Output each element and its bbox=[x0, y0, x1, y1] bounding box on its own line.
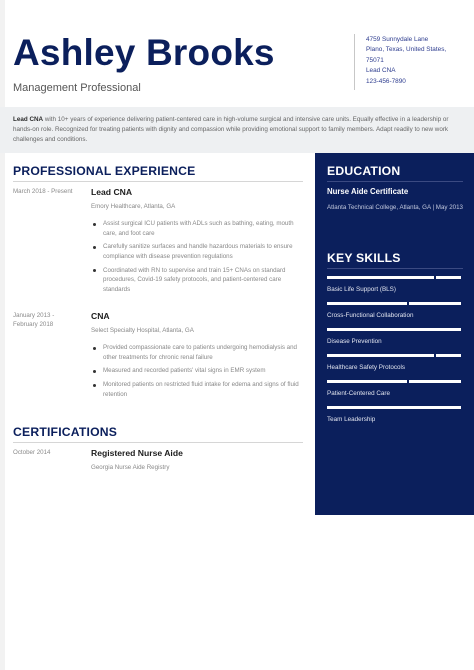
skill-meter-track bbox=[409, 380, 461, 383]
skill-meter bbox=[327, 328, 461, 331]
skills-heading: KEY SKILLS bbox=[327, 251, 401, 265]
skill-label: Basic Life Support (BLS) bbox=[327, 286, 396, 293]
contact-block bbox=[366, 35, 446, 87]
skill-label: Team Leadership bbox=[327, 416, 376, 423]
page-left-edge bbox=[0, 0, 5, 670]
list-item: Assist surgical ICU patients with ADLs such as bathing, eating, mouth care, and foot care bbox=[91, 219, 301, 238]
skill-meter-track bbox=[436, 276, 461, 279]
skill-meter bbox=[327, 380, 461, 383]
header-divider bbox=[354, 34, 355, 90]
skill-item bbox=[327, 406, 461, 423]
education-degree: Nurse Aide Certificate bbox=[327, 187, 409, 196]
list-item: Provided compassionate care to patients undergoing hemodialysis and other treatments for chronic renal failure bbox=[91, 343, 301, 362]
skill-meter-fill bbox=[327, 354, 434, 357]
list-item: Coordinated with RN to supervise and train 15+ CNAs on standard procedures, Covid-19 safety protocols, and patient-centered care standards bbox=[91, 266, 301, 295]
job-2-bullets bbox=[91, 343, 301, 404]
skill-meter-fill bbox=[327, 380, 407, 383]
list-item: Monitored patients on restricted fluid intake for edema and signs of fluid retention bbox=[91, 380, 301, 399]
skill-meter-track bbox=[409, 302, 461, 305]
job-1-bullets bbox=[91, 219, 301, 299]
skill-meter-fill bbox=[327, 406, 461, 409]
summary-lead: Lead CNA bbox=[13, 116, 44, 123]
experience-rule bbox=[13, 181, 303, 182]
job-2-org: Select Specialty Hospital, Atlanta, GA bbox=[91, 327, 194, 334]
cert-1-name: Registered Nurse Aide bbox=[91, 448, 183, 458]
certifications-rule bbox=[13, 442, 303, 443]
skill-item bbox=[327, 302, 461, 319]
skill-meter bbox=[327, 406, 461, 409]
skill-meter bbox=[327, 302, 461, 305]
skill-meter bbox=[327, 276, 461, 279]
address-line-2: Plano, Texas, United States, bbox=[366, 46, 447, 54]
contact-role: Lead CNA bbox=[366, 67, 396, 75]
skill-item bbox=[327, 328, 461, 345]
skill-meter-fill bbox=[327, 302, 407, 305]
skill-label: Disease Prevention bbox=[327, 338, 382, 345]
certifications-heading: CERTIFICATIONS bbox=[13, 425, 118, 439]
summary-panel bbox=[0, 107, 474, 153]
job-2-role: CNA bbox=[91, 311, 110, 321]
job-1-dates: March 2018 - Present bbox=[13, 188, 73, 195]
skill-meter-fill bbox=[327, 276, 434, 279]
summary-text: with 10+ years of experience delivering patient-centered care in high-volume surgical and intensive care units. Equally effective in a leadership or hands-on role. Recognized for treating patients with dignity and compassion while providing emotional support to family members. Adapt readily to new work challenges and conditions. bbox=[13, 116, 449, 143]
job-1-org: Emory Healthcare, Atlanta, GA bbox=[91, 203, 176, 210]
list-item: Carefully sanitize surfaces and handle hazardous materials to ensure compliance with disease prevention regulations bbox=[91, 242, 301, 261]
skill-meter-fill bbox=[327, 328, 461, 331]
skill-item bbox=[327, 380, 461, 397]
skill-label: Cross-Functional Collaboration bbox=[327, 312, 414, 319]
skill-item bbox=[327, 354, 461, 371]
experience-heading: PROFESSIONAL EXPERIENCE bbox=[13, 164, 196, 178]
address-zip: 75071 bbox=[366, 56, 384, 64]
education-heading: EDUCATION bbox=[327, 164, 401, 178]
skill-label: Patient-Centered Care bbox=[327, 390, 391, 397]
candidate-title: Management Professional bbox=[13, 82, 141, 94]
contact-phone[interactable]: 123-456-7890 bbox=[366, 77, 406, 85]
cert-1-date: October 2014 bbox=[13, 449, 51, 456]
skills-rule bbox=[327, 268, 463, 269]
job-1-role: Lead CNA bbox=[91, 187, 133, 197]
address-line-1: 4759 Sunnydale Lane bbox=[366, 36, 429, 43]
skill-meter bbox=[327, 354, 461, 357]
education-rule bbox=[327, 181, 463, 182]
job-2-dates: January 2013 - February 2018 bbox=[13, 312, 55, 328]
skill-item bbox=[327, 276, 461, 293]
skill-label: Healthcare Safety Protocols bbox=[327, 364, 406, 371]
education-school: Atlanta Technical College, Atlanta, GA | May 2013 bbox=[327, 204, 463, 211]
skill-meter-track bbox=[436, 354, 461, 357]
list-item: Measured and recorded patients' vital signs in EMR system bbox=[91, 366, 301, 376]
sidebar-panel bbox=[315, 153, 474, 515]
candidate-name: Ashley Brooks bbox=[13, 32, 275, 73]
cert-1-issuer: Georgia Nurse Aide Registry bbox=[91, 464, 170, 471]
